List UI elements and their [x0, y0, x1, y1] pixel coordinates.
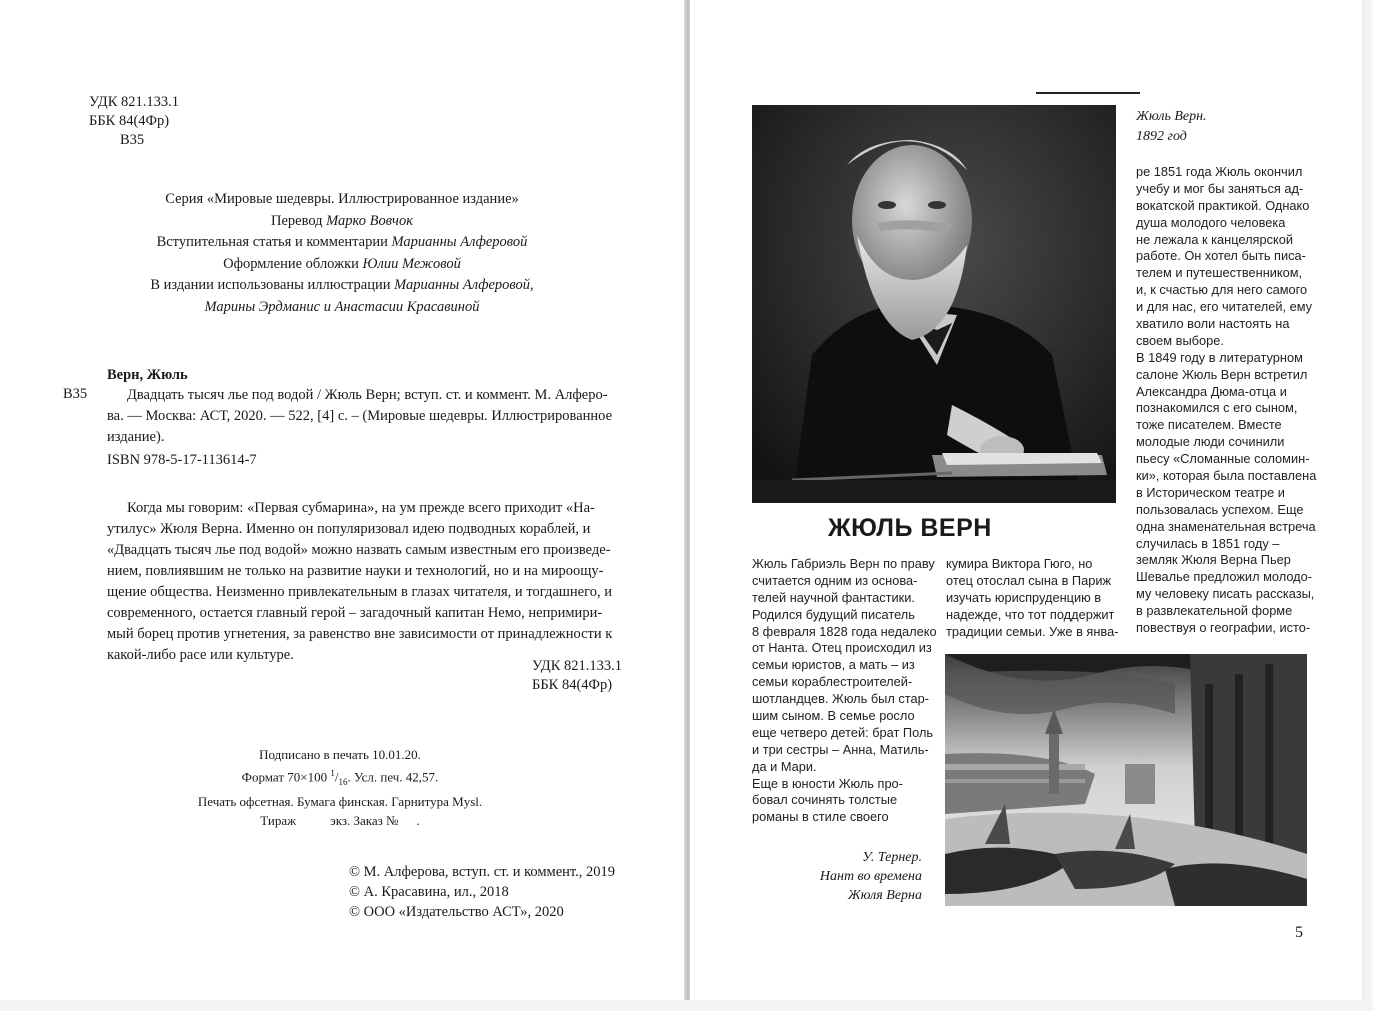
text-line: Александра Дюма-отца и — [1136, 383, 1287, 399]
text-line: надежде, что тот поддержит — [946, 606, 1115, 622]
text-line: еще четверо детей: брат Поль — [752, 724, 934, 740]
copyright-line: © ООО «Издательство АСТ», 2020 — [349, 904, 564, 920]
text-line: учебу и мог бы заняться ад- — [1136, 180, 1304, 196]
text-line: познакомился с его сыном, — [1136, 400, 1298, 416]
text-line: Жюль Габриэль Верн по праву — [752, 556, 935, 571]
text-line: пользовалась успехом. Еще — [1136, 501, 1304, 517]
engraving-caption-line: Жюля Верна — [847, 888, 922, 903]
annotation-line-2: утилус» Жюля Верна. Именно он популяризовал идею подводных кораблей, и — [107, 521, 591, 537]
credit-line-illustrators: Марины Эрдманис и Анастасии Красавиной — [204, 298, 480, 315]
annotation-line-7: мый борец против угнетения, за равенство вне зависимости от принадлежности к — [107, 626, 613, 642]
portrait-photo — [752, 105, 1116, 503]
code-top: В35 — [120, 132, 145, 148]
text-line: бовал сочинять толстые — [752, 792, 898, 808]
text-line: хватило воли настоять на — [1136, 316, 1290, 332]
credit-line-cover: Оформление обложки Юлии Межовой — [223, 255, 461, 272]
right-page — [690, 0, 1362, 1000]
imprint-block — [130, 745, 550, 830]
text-line: Еще в юности Жюль про- — [752, 775, 903, 791]
text-column-middle — [946, 556, 1118, 640]
text-column-left — [752, 556, 937, 826]
page-number: 5 — [1295, 924, 1303, 941]
article-heading: ЖЮЛЬ ВЕРН — [828, 514, 992, 542]
author-heading: Верн, Жюль — [107, 367, 188, 383]
annotation-line-3: «Двадцать тысяч лье под водой» можно назвать самым известным его произведе- — [107, 542, 611, 558]
text-line: повествуя о географии, исто- — [1136, 620, 1311, 636]
text-line: не лежала к канцелярской — [1136, 231, 1294, 247]
engraving-illustration — [945, 654, 1307, 906]
text-column-right — [1136, 164, 1316, 637]
annotation-line-6: современного, остается главный герой – загадочный капитан Немо, непримири- — [107, 605, 603, 621]
annotation-line-4: нием, повлиявшим не только на развитие науки и технологий, но и на мироощу- — [107, 563, 604, 579]
text-line: душа молодого человека — [1136, 214, 1286, 230]
text-line: му человеку писать рассказы, — [1136, 586, 1315, 602]
text-line: одна знаменательная встреча — [1136, 518, 1316, 534]
copyright-block — [349, 862, 615, 922]
text-line: кумира Виктора Гюго, но — [946, 556, 1093, 571]
imprint-signed: Подписано в печать 10.01.20. — [259, 747, 421, 762]
page-edge — [1362, 0, 1373, 1000]
text-line: ре 1851 года Жюль окончил — [1136, 164, 1303, 179]
isbn: ISBN 978-5-17-113614-7 — [107, 452, 257, 468]
text-line: считается одним из основа- — [752, 572, 918, 588]
text-line: и три сестры – Анна, Матиль- — [752, 741, 929, 757]
engraving-caption — [752, 848, 922, 905]
text-line: телей научной фантастики. — [752, 589, 915, 605]
imprint-print: Печать офсетная. Бумага финская. Гарнитура Mysl. — [197, 793, 483, 809]
credit-line-commentary: Вступительная статья и комментарии Марианны Алферовой — [156, 234, 528, 251]
nantes-engraving — [945, 654, 1307, 906]
text-line: изучать юриспруденцию в — [946, 589, 1102, 605]
text-line: тоже писателем. Вместе — [1136, 417, 1282, 433]
text-line: В 1849 году в литературном — [1136, 349, 1303, 365]
text-line: в Историческом театре и — [1136, 484, 1285, 500]
text-line: вокатской практикой. Однако — [1136, 197, 1310, 213]
engraving-caption-line: Нант во времена — [819, 869, 922, 884]
text-line: да и Мари. — [752, 758, 817, 774]
text-line: и для нас, его читателей, ему — [1136, 299, 1313, 315]
text-line: семьи кораблестроителей- — [752, 674, 913, 690]
catalog-code: В35 — [63, 386, 88, 402]
portrait-caption — [1136, 107, 1207, 147]
text-line: случилась в 1851 году – — [1136, 535, 1280, 551]
page-edge-bottom — [0, 1000, 1373, 1011]
engraving-caption-line: У. Тернер. — [862, 850, 922, 865]
text-line: молодые люди сочинили — [1136, 434, 1285, 450]
text-line: шим сыном. В семье росло — [752, 708, 915, 724]
credit-line-translation: Перевод Марко Вовчок — [270, 212, 414, 229]
text-line: пьесу «Сломанные соломин- — [1136, 451, 1310, 467]
annotation-line-5: щение общества. Неизменно привлекательным в глазах читателя, и тогдашнего, и — [107, 584, 612, 600]
udk-bottom: УДК 821.133.1 — [532, 658, 622, 674]
text-line: отец отослал сына в Париж — [946, 572, 1112, 588]
text-line: Родился будущий писатель — [752, 606, 915, 622]
text-line: салоне Жюль Верн встретил — [1136, 366, 1308, 382]
text-line: романы в стиле своего — [752, 809, 889, 825]
bib-line-3: издание). — [107, 429, 165, 445]
text-line: 8 февраля 1828 года недалеко — [752, 623, 937, 639]
imprint-format: Формат 70×100 $^1/_{16}$. Усл. печ. 42,57. — [241, 768, 439, 787]
imprint-circulation: Тираж экз. Заказ № . — [260, 812, 420, 828]
portrait-illustration — [752, 105, 1116, 503]
text-line: от Нанта. Отец происходил из — [752, 640, 932, 656]
bbk-top: ББК 84(4Фр) — [89, 113, 170, 129]
text-line: шотландцев. Жюль был стар- — [752, 691, 929, 707]
top-rule — [1036, 92, 1140, 94]
portrait-caption-line: Жюль Верн. — [1136, 109, 1207, 124]
annotation-line-8: какой-либо расе или культуре. — [107, 647, 294, 663]
credits-block — [62, 189, 622, 319]
text-line: и, к счастью для него самого — [1136, 282, 1308, 298]
text-line: в развлекательной форме — [1136, 603, 1293, 619]
text-line: своем выборе. — [1136, 332, 1224, 348]
text-line: работе. Он хотел быть писа- — [1136, 248, 1306, 264]
text-line: традиции семьи. Уже в янва- — [946, 623, 1119, 639]
udk-top: УДК 821.133.1 — [89, 94, 179, 110]
annotation-line-1: Когда мы говорим: «Первая субмарина», на ум прежде всего приходит «На- — [127, 500, 595, 516]
bib-line-2: ва. — Москва: АСТ, 2020. — 522, [4] с. – (Мировые шедевры. Иллюстрированное — [107, 408, 613, 424]
text-line: земляк Жюля Верна Пьер — [1136, 552, 1291, 568]
text-line: Шевалье предложил молодо- — [1136, 569, 1313, 585]
text-line: ки», которая была поставлена — [1136, 468, 1317, 484]
copyright-line: © М. Алферова, вступ. ст. и коммент., 2019 — [349, 864, 616, 880]
bib-line-1: Двадцать тысяч лье под водой / Жюль Верн; вступ. ст. и коммент. М. Алферо- — [127, 387, 608, 403]
text-line: телем и путешественником, — [1136, 265, 1303, 281]
bbk-bottom: ББК 84(4Фр) — [532, 677, 613, 693]
text-line: семьи юристов, а мать – из — [752, 657, 915, 673]
left-page — [0, 0, 686, 1000]
portrait-caption-line: 1892 год — [1136, 129, 1187, 144]
credit-line-series: Серия «Мировые шедевры. Иллюстрированное издание» — [165, 191, 519, 207]
credit-line-illustrations: В издании использованы иллюстрации Марианны Алферовой, — [150, 277, 534, 294]
copyright-line: © А. Красавина, ил., 2018 — [349, 884, 509, 900]
